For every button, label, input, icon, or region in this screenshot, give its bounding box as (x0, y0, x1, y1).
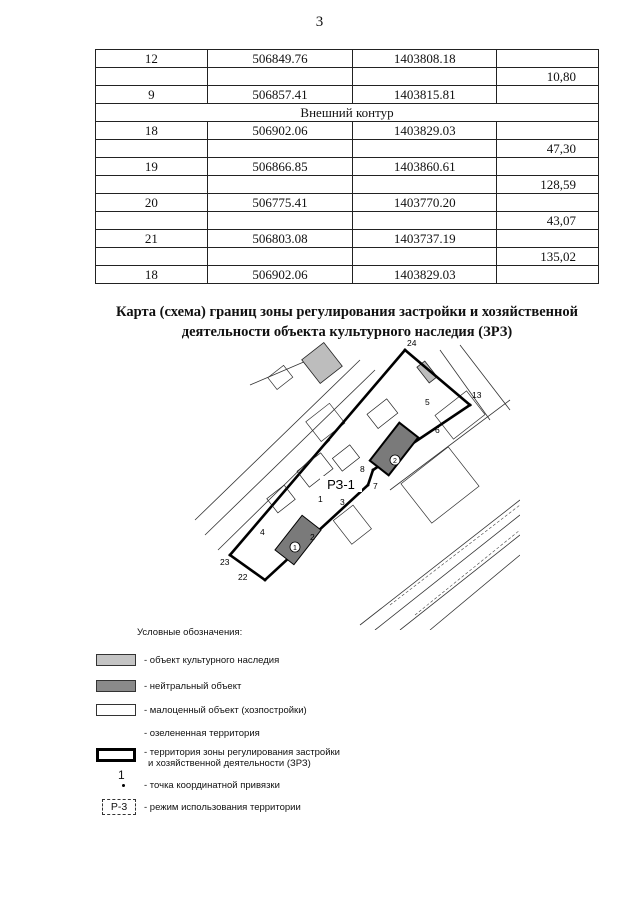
empty-cell (207, 68, 353, 86)
table-row (96, 248, 599, 266)
neutral-object-2 (370, 423, 418, 476)
table-row (96, 50, 599, 68)
x-coordinate-cell: 506902.06 (207, 122, 353, 140)
legend-item-zone: - территория зоны регулирования застройки и хозяйственной деятельности (ЗРЗ) (96, 746, 496, 770)
table-row (96, 158, 599, 176)
heritage-swatch (96, 654, 136, 666)
empty-cell (207, 140, 353, 158)
distance-cell: 135,02 (497, 248, 599, 266)
y-coordinate-cell: 1403829.03 (353, 122, 497, 140)
object-label-1: 1 (293, 545, 297, 552)
neutral-swatch (96, 680, 136, 692)
y-coordinate-cell: 1403860.61 (353, 158, 497, 176)
distance-cell: 10,80 (497, 68, 599, 86)
distance-cell (497, 122, 599, 140)
distance-cell (497, 50, 599, 68)
coordinates-table (95, 49, 599, 284)
empty-cell (207, 212, 353, 230)
empty-cell (207, 248, 353, 266)
point-number-cell: 9 (96, 86, 208, 104)
legend-item-neutral: - нейтральный объект (96, 680, 496, 696)
empty-cell (353, 176, 497, 194)
legend-title: Условные обозначения: (137, 627, 243, 638)
table-row (96, 176, 599, 194)
section-header-cell: Внешний контур (96, 104, 599, 122)
table-row (96, 122, 599, 140)
empty-cell (96, 68, 208, 86)
legend-item-regime: Р-3 - режим использования территории (96, 801, 496, 817)
point-label-2: 2 (310, 532, 315, 542)
zone-swatch (96, 748, 136, 762)
map-title (95, 302, 599, 342)
point-label-6: 6 (435, 425, 440, 435)
point-number-cell: 19 (96, 158, 208, 176)
point-marker-dot (122, 784, 125, 787)
empty-cell (353, 140, 497, 158)
regime-marker: Р-3 (102, 799, 136, 815)
point-label-7: 7 (373, 481, 378, 491)
table-row (96, 140, 599, 158)
x-coordinate-cell: 506849.76 (207, 50, 353, 68)
point-number-cell: 20 (96, 194, 208, 212)
point-label-3: 3 (340, 497, 345, 507)
y-coordinate-cell: 1403737.19 (353, 230, 497, 248)
low-value-swatch (96, 704, 136, 716)
point-label-5: 5 (425, 397, 430, 407)
y-coordinate-cell: 1403829.03 (353, 266, 497, 284)
distance-cell: 128,59 (497, 176, 599, 194)
distance-cell (497, 86, 599, 104)
y-coordinate-cell: 1403770.20 (353, 194, 497, 212)
empty-cell (353, 212, 497, 230)
x-coordinate-cell: 506866.85 (207, 158, 353, 176)
empty-cell (96, 248, 208, 266)
x-coordinate-cell: 506902.06 (207, 266, 353, 284)
point-number-cell: 12 (96, 50, 208, 68)
empty-cell (207, 176, 353, 194)
point-label-13: 13 (472, 390, 482, 400)
zone-label: РЗ-1 (327, 477, 355, 492)
point-label-8: 8 (360, 464, 365, 474)
point-number-cell: 21 (96, 230, 208, 248)
distance-cell (497, 158, 599, 176)
page-number: 3 (315, 14, 324, 30)
distance-cell (497, 230, 599, 248)
y-coordinate-cell: 1403808.18 (353, 50, 497, 68)
x-coordinate-cell: 506775.41 (207, 194, 353, 212)
table-row (96, 86, 599, 104)
x-coordinate-cell: 506803.08 (207, 230, 353, 248)
legend-item-heritage: - объект культурного наследия (96, 654, 496, 670)
empty-cell (96, 212, 208, 230)
table-row (96, 104, 599, 122)
zone-map (190, 340, 520, 630)
distance-cell: 47,30 (497, 140, 599, 158)
map-title-line-1: Карта (схема) границ зоны регулирования застройки и хозяйственной (116, 304, 578, 320)
x-coordinate-cell: 506857.41 (207, 86, 353, 104)
empty-cell (353, 68, 497, 86)
map-title-line-2: деятельности объекта культурного наследия (ЗРЗ) (181, 324, 513, 340)
point-label-23: 23 (220, 557, 230, 567)
distance-cell (497, 194, 599, 212)
empty-cell (96, 140, 208, 158)
legend-item-point: 1 - точка координатной привязки (118, 768, 280, 791)
table-row (96, 212, 599, 230)
table-row (96, 68, 599, 86)
distance-cell (497, 266, 599, 284)
legend-item-low-value: - малоценный объект (хозпостройки) (96, 704, 496, 720)
empty-cell (96, 176, 208, 194)
distance-cell: 43,07 (497, 212, 599, 230)
point-number-cell: 18 (96, 266, 208, 284)
table-row (96, 230, 599, 248)
table-row (96, 194, 599, 212)
point-label-4: 4 (260, 527, 265, 537)
object-label-2: 2 (393, 458, 397, 465)
point-label-1: 1 (318, 494, 323, 504)
point-marker-label: 1 (118, 768, 125, 782)
point-label-24: 24 (407, 340, 417, 348)
point-label-22: 22 (238, 572, 248, 582)
legend-item-green: - озелененная территория (144, 728, 260, 739)
y-coordinate-cell: 1403815.81 (353, 86, 497, 104)
empty-cell (353, 248, 497, 266)
point-number-cell: 18 (96, 122, 208, 140)
table-row (96, 266, 599, 284)
